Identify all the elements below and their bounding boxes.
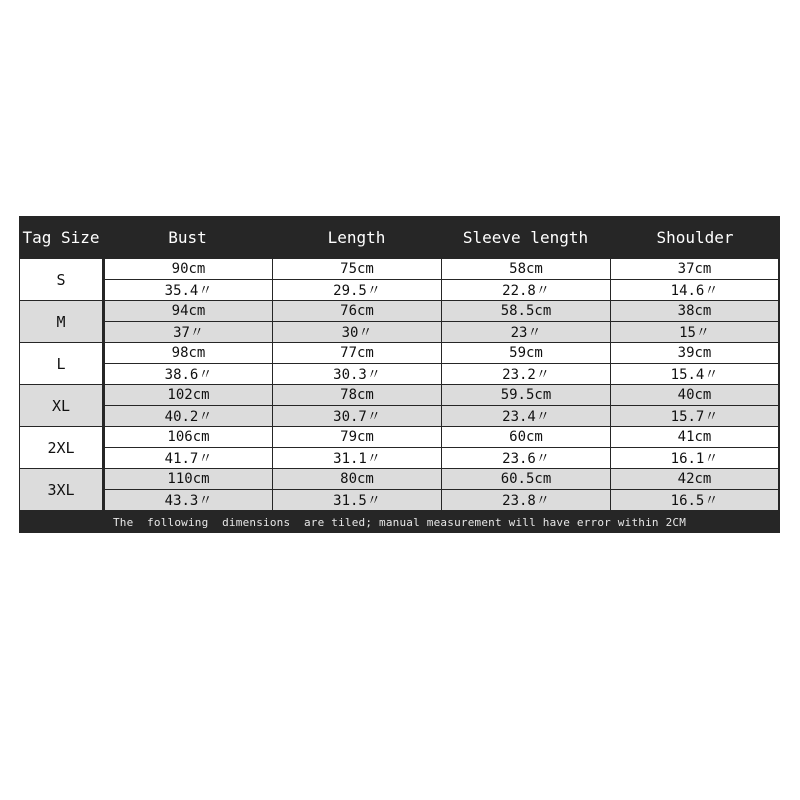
shoulder-inch-cell: 14.6〃: [611, 280, 778, 300]
length-cm-cell: 80cm: [273, 469, 441, 489]
cm-values-row: [105, 469, 779, 489]
bust-cm-cell: 94cm: [105, 301, 272, 321]
bust-inch-cell: 40.2〃: [105, 406, 272, 426]
tag-size-cell: 3XL: [20, 469, 102, 510]
length-inch-cell: 31.5〃: [273, 490, 441, 510]
inch-values-row: [105, 490, 779, 510]
bust-inch-cell: 41.7〃: [105, 448, 272, 468]
shoulder-inch-cell: 15〃: [611, 322, 778, 342]
cm-values-row: [105, 259, 779, 279]
bust-inch-cell: 38.6〃: [105, 364, 272, 384]
sleeve-length-cm-cell: 59cm: [442, 343, 610, 363]
bust-cm-cell: 102cm: [105, 385, 272, 405]
header-tag-size: Tag Size: [22, 228, 100, 247]
table-header-row: [19, 216, 780, 259]
cm-values-row: [105, 301, 779, 321]
shoulder-inch-cell: 15.4〃: [611, 364, 778, 384]
bust-cm-cell: 90cm: [105, 259, 272, 279]
inch-values-row: [105, 364, 779, 384]
shoulder-cm-cell: 40cm: [611, 385, 778, 405]
sleeve-length-cm-cell: 60cm: [442, 427, 610, 447]
shoulder-inch-cell: 16.1〃: [611, 448, 778, 468]
shoulder-cm-cell: 37cm: [611, 259, 778, 279]
length-cm-cell: 75cm: [273, 259, 441, 279]
inch-values-row: [105, 280, 779, 300]
bust-cm-cell: 106cm: [105, 427, 272, 447]
size-row-0: [19, 259, 780, 301]
length-cm-cell: 78cm: [273, 385, 441, 405]
length-cm-cell: 76cm: [273, 301, 441, 321]
inch-values-row: [105, 448, 779, 468]
shoulder-cm-cell: 41cm: [611, 427, 778, 447]
sleeve-length-cm-cell: 58cm: [442, 259, 610, 279]
length-inch-cell: 30.7〃: [273, 406, 441, 426]
size-row-2: [19, 343, 780, 385]
length-cm-cell: 79cm: [273, 427, 441, 447]
sleeve-length-cm-cell: 60.5cm: [442, 469, 610, 489]
bust-inch-cell: 35.4〃: [105, 280, 272, 300]
tag-size-cell: XL: [20, 385, 102, 426]
sleeve-length-inch-cell: 23〃: [442, 322, 610, 342]
tag-size-cell: S: [20, 259, 102, 300]
size-row-5: [19, 469, 780, 511]
tag-size-cell: 2XL: [20, 427, 102, 468]
inch-values-row: [105, 322, 779, 342]
bust-cm-cell: 110cm: [105, 469, 272, 489]
tag-size-cell: L: [20, 343, 102, 384]
length-inch-cell: 30〃: [273, 322, 441, 342]
shoulder-cm-cell: 38cm: [611, 301, 778, 321]
size-chart-table: [19, 216, 780, 533]
sleeve-length-inch-cell: 22.8〃: [442, 280, 610, 300]
cm-values-row: [105, 385, 779, 405]
table-body: [19, 259, 780, 511]
sleeve-length-cm-cell: 59.5cm: [442, 385, 610, 405]
cm-values-row: [105, 427, 779, 447]
sleeve-length-inch-cell: 23.4〃: [442, 406, 610, 426]
inch-values-row: [105, 406, 779, 426]
sleeve-length-inch-cell: 23.6〃: [442, 448, 610, 468]
bust-inch-cell: 43.3〃: [105, 490, 272, 510]
header-shoulder: Shoulder: [656, 228, 734, 247]
size-row-3: [19, 385, 780, 427]
length-inch-cell: 31.1〃: [273, 448, 441, 468]
size-row-4: [19, 427, 780, 469]
shoulder-cm-cell: 39cm: [611, 343, 778, 363]
sleeve-length-cm-cell: 58.5cm: [442, 301, 610, 321]
tag-size-cell: M: [20, 301, 102, 342]
length-inch-cell: 30.3〃: [273, 364, 441, 384]
bust-cm-cell: 98cm: [105, 343, 272, 363]
shoulder-inch-cell: 15.7〃: [611, 406, 778, 426]
size-row-1: [19, 301, 780, 343]
cm-values-row: [105, 343, 779, 363]
length-cm-cell: 77cm: [273, 343, 441, 363]
header-sleeve-length: Sleeve length: [462, 228, 589, 247]
header-bust: Bust: [168, 228, 207, 247]
sleeve-length-inch-cell: 23.2〃: [442, 364, 610, 384]
header-length: Length: [327, 228, 386, 247]
bust-inch-cell: 37〃: [105, 322, 272, 342]
shoulder-cm-cell: 42cm: [611, 469, 778, 489]
footer-note: The following dimensions are tiled; manual measurement will have error within 2CM: [112, 516, 687, 529]
length-inch-cell: 29.5〃: [273, 280, 441, 300]
sleeve-length-inch-cell: 23.8〃: [442, 490, 610, 510]
shoulder-inch-cell: 16.5〃: [611, 490, 778, 510]
